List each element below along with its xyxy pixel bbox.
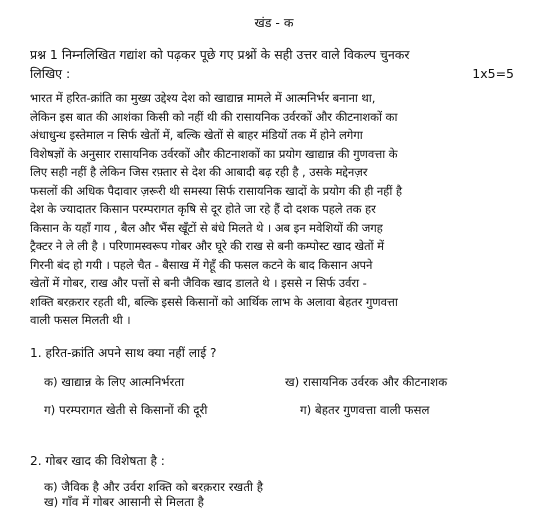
passage-line: ट्रैक्टर ने ले ली है । परिणामस्वरूप गोबर और घूरे की राख से बनी कम्पोस्ट खाद खेतों में bbox=[30, 239, 384, 253]
sub-question-2 bbox=[30, 452, 165, 469]
question-instruction-line1: प्रश्न 1 निम्नलिखित गद्यांश को पढ़कर पूछे गए प्रश्नों के सही उत्तर वाले विकल्प चुनकर bbox=[30, 47, 410, 62]
passage-line: भारत में हरित-क्रांति का मुख्य उद्देश्य देश को खाद्यान्न मामले में आत्मनिर्भर बनाना था, bbox=[30, 91, 376, 105]
option-text: गाँव में गोबर आसानी से मिलता है bbox=[62, 495, 204, 509]
sub-question-text: गोबर खाद की विशेषता है : bbox=[45, 454, 165, 468]
sub-question-1 bbox=[30, 344, 217, 361]
option-label: ग) bbox=[300, 403, 312, 417]
passage-line: अंधाधुन्ध इस्तेमाल न सिर्फ खेतों में, बल्कि खेतों से बाहर मंडियों तक में होने लगेगा bbox=[30, 128, 363, 142]
sub-question-number: 1. bbox=[30, 346, 42, 360]
passage-line: खेतों में गोबर, राख और पत्तों से बनी जैविक खाद डालते थे । इससे न सिर्फ उर्वरा - bbox=[30, 276, 367, 290]
sub-question-number: 2. bbox=[30, 454, 42, 468]
passage-line: किसान के यहाँ गाय , बैल और भैंस खूँटों से बंधे मिलते थे । अब इन मवेशियों की जगह bbox=[30, 220, 383, 235]
option-label: ख) bbox=[285, 375, 300, 389]
passage-line: विशेषज्ञों के अनुसार रासायनिक उर्वरकों और कीटनाशकों का प्रयोग खाद्यान्न की गुणवत्ता के bbox=[30, 146, 398, 161]
option-text: खाद्यान्न के लिए आत्मनिर्भरता bbox=[61, 375, 185, 389]
passage bbox=[30, 89, 530, 330]
option-label: क) bbox=[44, 375, 58, 389]
question-heading bbox=[30, 45, 520, 83]
question-instruction-line2: लिखिए : bbox=[30, 66, 71, 81]
passage-line: गिरनी बंद हो गयी । पहले चैत - बैसाख में गेहूँ की फसल कटने के बाद किसान अपने bbox=[30, 257, 373, 272]
passage-line: वाली फसल मिलती थी । bbox=[30, 313, 131, 327]
option-text: बेहतर गुणवत्ता वाली फसल bbox=[315, 403, 430, 417]
option-text: रासायनिक उर्वरक और कीटनाशक bbox=[303, 375, 448, 389]
passage-line: शक्ति बरक़रार रहती थी, बल्कि इससे किसानों को आर्थिक लाभ के अलावा बेहतर गुणवत्ता bbox=[30, 294, 398, 309]
option-label: क) bbox=[44, 480, 58, 494]
option-2-b bbox=[44, 494, 204, 510]
option-1-b bbox=[285, 374, 447, 390]
passage-line: देश के ज्यादातर किसान परम्परागत कृषि से दूर होते जा रहे हैं दो दशक पहले तक हर bbox=[30, 202, 376, 216]
section-title: खंड - क bbox=[254, 15, 294, 30]
option-1-d bbox=[300, 402, 429, 418]
passage-line: लेकिन इस बात की आशंका किसी को नहीं थी की रासायनिक उर्वरकों और कीटनाशकों का bbox=[30, 109, 398, 124]
option-1-a bbox=[44, 374, 184, 390]
passage-line: फसलों की अधिक पैदावार ज़रूरी थी समस्या सिर्फ रासायनिक खादों के प्रयोग की ही नहीं है bbox=[30, 183, 402, 198]
sub-question-text: हरित-क्रांति अपने साथ क्या नहीं लाई ? bbox=[45, 346, 217, 360]
option-label: ख) bbox=[44, 495, 59, 509]
option-text: परम्परागत खेती से किसानों की दूरी bbox=[59, 403, 208, 417]
option-2-a bbox=[44, 479, 263, 495]
option-1-c bbox=[44, 402, 207, 418]
option-label: ग) bbox=[44, 403, 56, 417]
passage-line: लिए सही नहीं है लेकिन जिस रफ़्तार से देश की आबादी बढ़ रही है , उसके मद्देनज़र bbox=[30, 165, 368, 179]
option-text: जैविक है और उर्वरा शक्ति को बरक़रार रखती है bbox=[61, 480, 263, 494]
question-marks: 1x5=5 bbox=[472, 66, 514, 81]
